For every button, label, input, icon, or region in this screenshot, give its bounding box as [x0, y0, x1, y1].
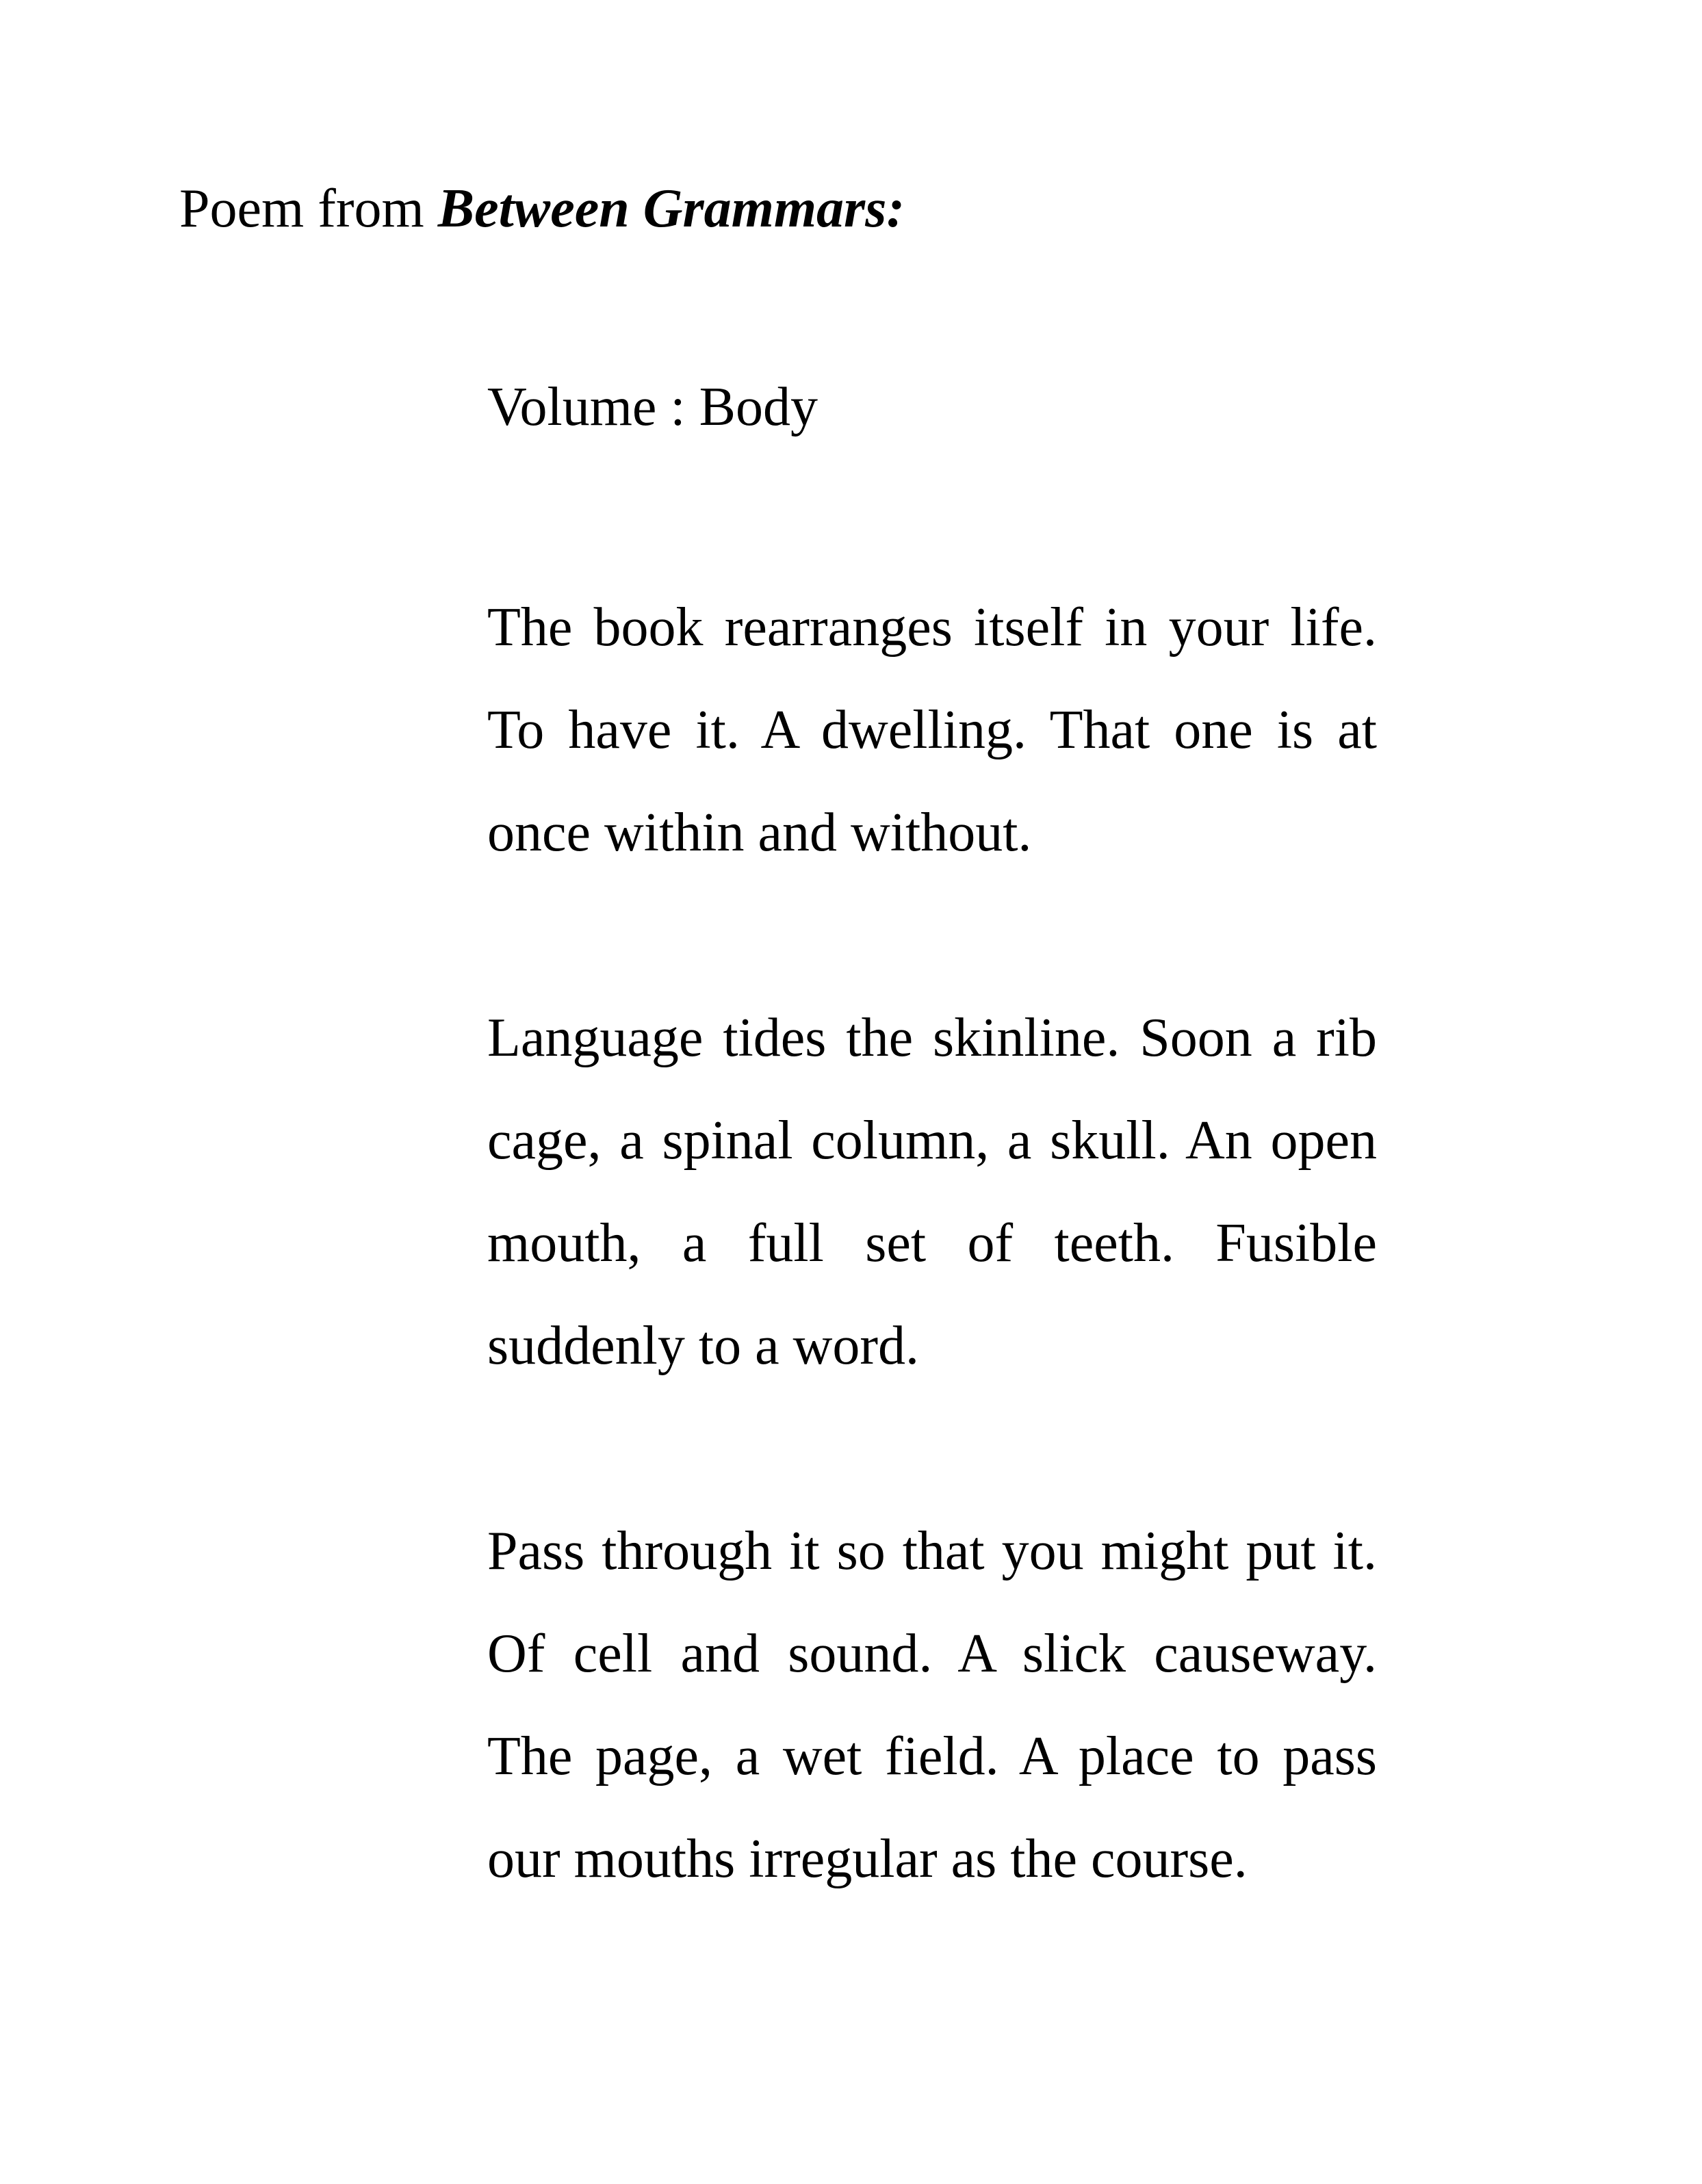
book-title: Between Grammars: — [437, 179, 905, 239]
page-heading — [179, 174, 905, 243]
stanza-3: Pass through it so that you might put it. Of cell and sound. A slick causeway. The page, a wet field. A place to pass our mouths irregular as the course. — [487, 1521, 1377, 1889]
poem-title: Volume : Body — [487, 377, 818, 437]
poem — [487, 373, 1377, 1910]
stanza-2: Language tides the skinline. Soon a rib cage, a spinal column, a skull. An open mouth, a full set of teeth. Fusible suddenly to a word. — [487, 1008, 1377, 1376]
heading-prefix: Poem from — [179, 179, 424, 239]
stanza-1: The book rearranges itself in your life. To have it. A dwelling. That one is at once within and without. — [487, 597, 1377, 863]
